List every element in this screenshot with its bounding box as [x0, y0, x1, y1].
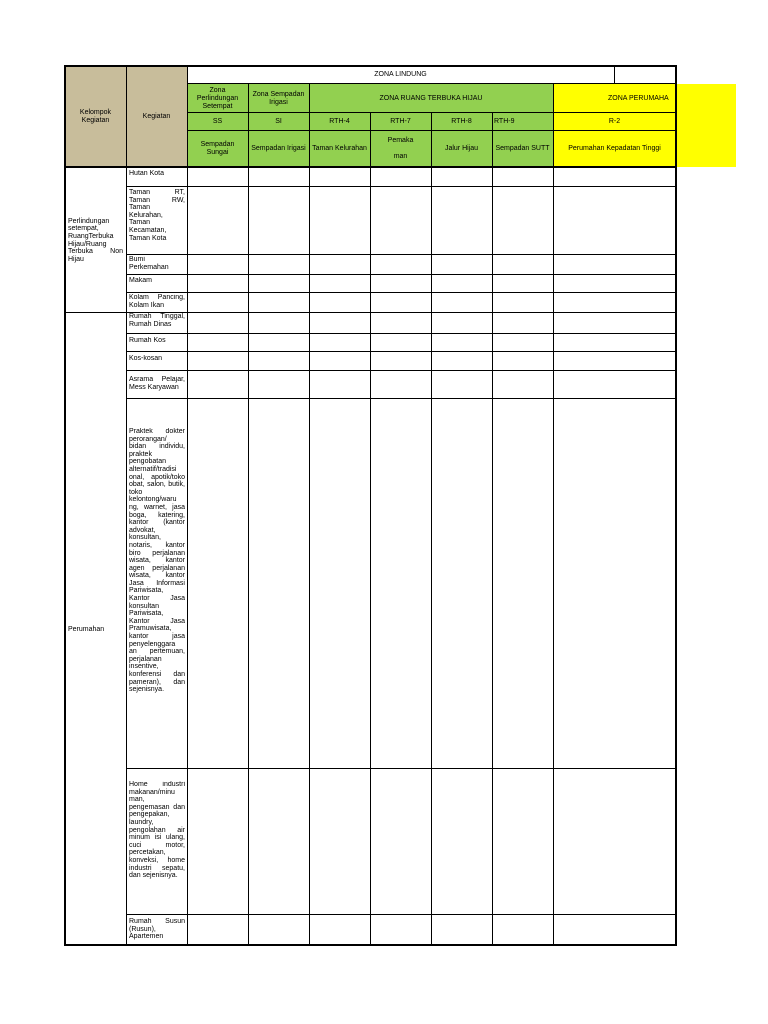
activity-rumah-susun: Rumah Susun (Rusun), Apartemen	[129, 918, 185, 941]
code-r-2: R-2	[608, 118, 621, 125]
activity-rumah-kos: Rumah Kos	[129, 337, 166, 344]
activity-praktek: Praktek dokter perorangan/ bidan individu, praktek pengobatan alternatif/tradisi onal, apotik/toko obat, salon, butik, toko kelontong/waru ng, warnet, jasa boga, katering, kantor (kantor advokat, konsultan, notaris, kantor biro perjalanan wisata, kantor agen perjalanan wisata, kantor Jasa Informasi Pariwisata, Kantor Jasa konsultan Pariwisata, Kantor Jasa Pramuwisata, kantor jasa penyelenggara an pertemuan, perjalanan insentive, konferensi dan pameran), dan sejenisnya.	[129, 428, 185, 694]
grid-line	[492, 112, 493, 946]
kegiatan-header: Kegiatan	[142, 112, 171, 120]
grid-line	[126, 254, 676, 255]
activity-home-industri: Home industri makanan/minu man, pengemasan dan pengepakan, laundry, pengolahan air minum isi ulang, cuci motor, percetakan, konveksi, home industri sepatu, dan sejenisnya.	[129, 781, 185, 880]
grid-line	[65, 65, 676, 67]
desc-ss: Sempadan Sungai	[200, 141, 235, 156]
grid-line	[553, 83, 554, 946]
code-rth-9: RTH-9	[494, 118, 515, 125]
code-rth-8: RTH-8	[451, 118, 472, 125]
grid-line	[126, 65, 127, 946]
grid-line	[614, 83, 676, 84]
zona-si-name: Zona Sempadan Irigasi	[252, 90, 305, 106]
kelompok-kegiatan-header: Kelompok Kegiatan	[79, 108, 112, 124]
code-rth-7: RTH-7	[390, 118, 411, 125]
zona-lindung-header: ZONA LINDUNG	[374, 71, 427, 78]
desc-rth-7: Pemaka man	[387, 137, 414, 160]
grid-line	[675, 65, 677, 946]
desc-rth-4: Taman Kelurahan	[312, 145, 367, 152]
activity-kos-kosan: Kos-kosan	[129, 355, 163, 362]
grid-line	[126, 370, 676, 371]
grid-line	[309, 83, 310, 946]
zona-perumahan-header: ZONA PERUMAHA	[608, 94, 669, 102]
grid-line	[187, 65, 188, 946]
desc-r-2: Perumahan Kepadatan Tinggi	[568, 145, 661, 152]
grid-line	[126, 768, 676, 769]
activity-hutan-kota: Hutan Kota	[129, 170, 165, 177]
activity-rumah-tinggal: Rumah Tinggal, Rumah Dinas	[129, 313, 185, 328]
activity-taman: Taman RT, Taman RW, Taman Kelurahan, Taman Kecamatan, Taman Kota	[129, 189, 185, 242]
group-perumahan: Perumahan	[68, 625, 105, 633]
grid-line	[187, 83, 614, 84]
grid-line	[126, 186, 676, 187]
grid-line	[126, 333, 676, 334]
grid-line	[126, 292, 676, 293]
activity-kolam: Kolam Pancing, Kolam Ikan	[129, 294, 185, 309]
desc-si: Sempadan Irigasi	[251, 145, 306, 152]
zona-rth-header: ZONA RUANG TERBUKA HIJAU	[379, 94, 483, 102]
code-ss: SS	[212, 118, 223, 125]
activity-makam: Makam	[129, 277, 152, 284]
grid-line	[553, 112, 676, 113]
grid-line	[248, 83, 249, 946]
grid-line	[431, 112, 432, 946]
grid-line	[126, 274, 676, 275]
grid-line	[126, 914, 676, 915]
desc-rth-8: Jalur Hijau	[444, 145, 479, 152]
grid-line	[126, 351, 676, 352]
grid-line	[614, 65, 615, 84]
group-perlindungan: Perlindungan setempat, RuangTerbuka Hijau/Ruang Terbuka Non Hijau	[68, 217, 123, 263]
code-si: SI	[275, 118, 282, 125]
grid-line	[126, 398, 676, 399]
code-rth-4: RTH-4	[329, 118, 350, 125]
activity-asrama: Asrama Pelajar, Mess Karyawan	[129, 376, 185, 391]
grid-line	[64, 65, 66, 946]
activity-bumi-perkemahan: Bumi Perkemahan	[129, 256, 169, 271]
desc-rth-9: Sempadan SUTT	[495, 145, 550, 152]
grid-line	[370, 112, 371, 946]
zona-ss-name: Zona Perlindungan Setempat	[196, 86, 239, 110]
